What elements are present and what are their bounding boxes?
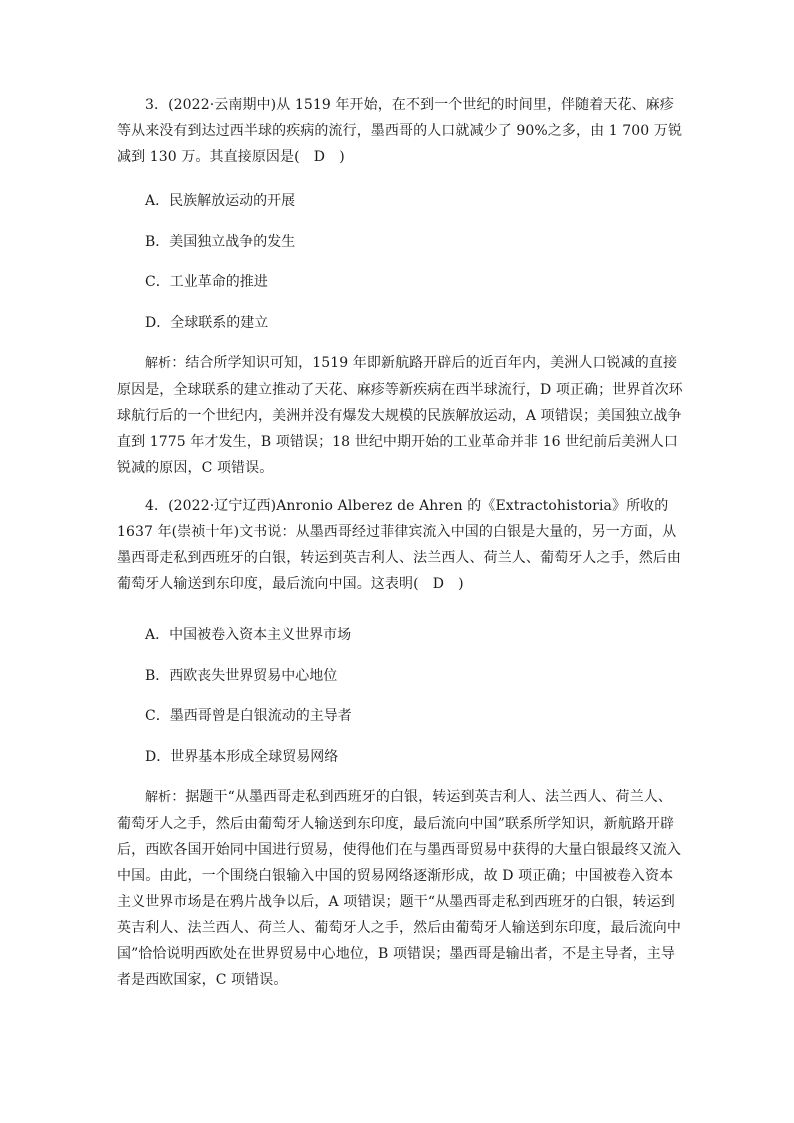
question-4-option-c: C．墨西哥曾是白银流动的主导者	[145, 708, 352, 724]
question-3-explanation	[117, 350, 684, 481]
question-4-option-a: A．中国被卷入资本主义世界市场	[145, 627, 352, 643]
question-3-stem: 3．(2022·云南期中)从 1519 年开始，在不到一个世纪的时间里，伴随着天花、麻疹等从来没有到达过西半球的疾病的流行，墨西哥的人口就减少了 90%之多，由 1 700 万锐减到 130 万。其直接原因是( D )	[117, 97, 683, 165]
explanation-label: 解析	[145, 790, 172, 805]
question-4	[117, 493, 684, 597]
explanation-text: ：结合所学知识可知，1519 年即新航路开辟后的近百年内，美洲人口锐减的直接原因是，全球联系的建立推动了天花、麻疹等新疾病在西半球流行，D 项正确；世界首次环球航行后的一个世纪内，美洲并没有爆发大规模的民族解放运动，A 项错误；美国独立战争直到 1775 年才发生，B 项错误；18 世纪中期开始的工业革命并非 16 世纪前后美洲人口锐减的原因，C 项错误。	[117, 355, 683, 476]
question-4-explanation	[117, 784, 684, 993]
explanation-label: 解析	[145, 356, 172, 371]
question-3	[117, 92, 684, 170]
question-4-option-b: B．西欧丧失世界贸易中心地位	[145, 668, 338, 684]
question-4-option-d: D．世界基本形成全球贸易网络	[145, 749, 339, 765]
question-3-option-d: D．全球联系的建立	[145, 315, 269, 331]
question-3-option-a: A．民族解放运动的开展	[145, 193, 296, 209]
explanation-text: ：据题干“从墨西哥走私到西班牙的白银，转运到英吉利人、法兰西人、荷兰人、葡萄牙人之手，然后由葡萄牙人输送到东印度，最后流向中国”联系所学知识，新航路开辟后，西欧各国开始同中国进行贸易，使得他们在与墨西哥贸易中获得的大量白银最终又流入中国。由此，一个围绕白银输入中国的贸易网络逐渐形成，故 D 项正确；中国被卷入资本主义世界市场是在鸦片战争以后，A 项错误；题干“从墨西哥走私到西班牙的白银，转运到英吉利人、法兰西人、荷兰人、葡萄牙人之手，然后由葡萄牙人输送到东印度，最后流向中国”恰恰说明西欧处在世界贸易中心地位，B 项错误；墨西哥是输出者，不是主导者，主导者是西欧国家，C 项错误。	[117, 789, 681, 988]
question-4-stem: 4．(2022·辽宁辽西)Anronio Alberez de Ahren 的《Extractohistoria》所收的 1637 年(崇祯十年)文书说：从墨西哥经过菲律宾流入中国的白银是大量的，另一方面，从墨西哥走私到西班牙的白银，转运到英吉利人、法兰西人、荷兰人、葡萄牙人之手，然后由葡萄牙人输送到东印度，最后流向中国。这表明( D )	[117, 498, 681, 592]
question-3-option-b: B．美国独立战争的发生	[145, 234, 296, 250]
question-3-option-c: C．工业革命的推进	[145, 274, 268, 290]
